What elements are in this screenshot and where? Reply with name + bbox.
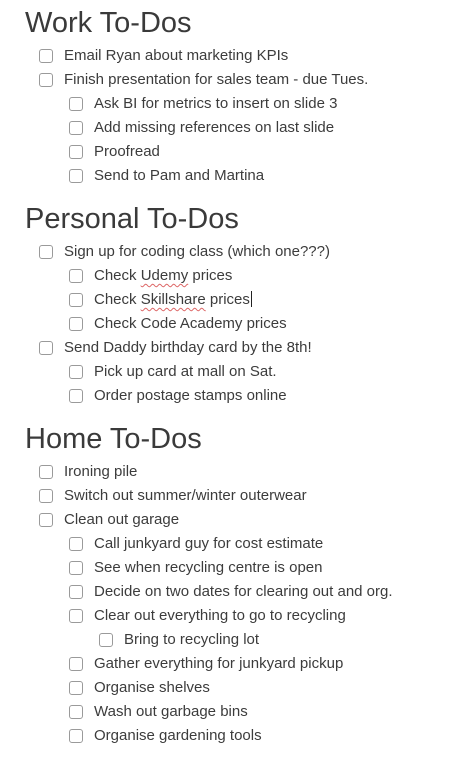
todo-subitem bbox=[69, 652, 343, 676]
todo-label[interactable]: Decide on two dates for clearing out and org. bbox=[94, 583, 393, 600]
spellcheck-flagged-word: Skillshare bbox=[140, 291, 206, 308]
todo-subitem bbox=[69, 580, 393, 604]
todo-label[interactable]: Clean out garage bbox=[64, 511, 180, 528]
todo-label[interactable]: Check Code Academy prices bbox=[94, 315, 287, 332]
todo-label[interactable]: Ironing pile bbox=[64, 463, 138, 480]
checkbox[interactable] bbox=[69, 317, 83, 331]
todo-label[interactable]: Call junkyard guy for cost estimate bbox=[94, 535, 324, 552]
checkbox[interactable] bbox=[69, 169, 83, 183]
todo-subitem bbox=[69, 288, 252, 312]
todo-item bbox=[39, 460, 137, 484]
todo-item bbox=[39, 68, 368, 92]
todo-subitem bbox=[69, 360, 277, 384]
checkbox[interactable] bbox=[69, 365, 83, 379]
todo-label[interactable]: Gather everything for junkyard pickup bbox=[94, 655, 344, 672]
section-heading-work: Work To-Dos bbox=[25, 7, 192, 39]
todo-subitem bbox=[69, 116, 334, 140]
todo-subitem bbox=[69, 92, 337, 116]
todo-subitem bbox=[69, 384, 287, 408]
todo-label[interactable]: Send Daddy birthday card by the 8th! bbox=[64, 339, 312, 356]
checkbox[interactable] bbox=[69, 681, 83, 695]
todo-label[interactable]: Proofread bbox=[94, 143, 160, 160]
todo-item bbox=[39, 484, 307, 508]
todo-label[interactable] bbox=[94, 264, 232, 288]
checkbox[interactable] bbox=[69, 585, 83, 599]
checkbox[interactable] bbox=[69, 145, 83, 159]
checkbox[interactable] bbox=[69, 269, 83, 283]
checkbox[interactable] bbox=[69, 657, 83, 671]
todo-label[interactable]: Email Ryan about marketing KPIs bbox=[64, 47, 289, 64]
todo-label[interactable]: Clear out everything to go to recycling bbox=[94, 607, 346, 624]
section-heading-personal: Personal To-Dos bbox=[25, 203, 239, 235]
checkbox[interactable] bbox=[39, 73, 53, 87]
todo-item bbox=[39, 508, 179, 532]
todo-subitem bbox=[69, 700, 248, 724]
section-heading-home: Home To-Dos bbox=[25, 423, 202, 455]
label-text: Check bbox=[94, 291, 141, 308]
todo-label[interactable]: Sign up for coding class (which one???) bbox=[64, 243, 330, 260]
checkbox[interactable] bbox=[39, 465, 53, 479]
label-text: Check bbox=[94, 267, 141, 284]
todo-subitem bbox=[69, 724, 262, 748]
checkbox[interactable] bbox=[39, 49, 53, 63]
todo-subitem bbox=[69, 264, 232, 288]
checkbox[interactable] bbox=[69, 121, 83, 135]
todo-subitem bbox=[69, 604, 346, 628]
checkbox[interactable] bbox=[69, 705, 83, 719]
todo-label[interactable]: Bring to recycling lot bbox=[124, 631, 260, 648]
spellcheck-flagged-word: Udemy bbox=[140, 267, 189, 284]
text-cursor bbox=[251, 291, 252, 307]
todo-label[interactable]: Add missing references on last slide bbox=[94, 119, 335, 136]
todo-subitem bbox=[69, 164, 264, 188]
todo-label[interactable]: Finish presentation for sales team - due Tues. bbox=[64, 71, 369, 88]
checkbox[interactable] bbox=[69, 609, 83, 623]
checkbox[interactable] bbox=[39, 245, 53, 259]
todo-label[interactable]: Wash out garbage bins bbox=[94, 703, 248, 720]
checkbox[interactable] bbox=[69, 389, 83, 403]
todo-label[interactable]: Pick up card at mall on Sat. bbox=[94, 363, 277, 380]
todo-label[interactable]: Ask BI for metrics to insert on slide 3 bbox=[94, 95, 338, 112]
todo-label[interactable]: Order postage stamps online bbox=[94, 387, 287, 404]
todo-label[interactable]: Send to Pam and Martina bbox=[94, 167, 265, 184]
checkbox[interactable] bbox=[39, 341, 53, 355]
todo-item bbox=[39, 240, 330, 264]
label-text: prices bbox=[205, 291, 250, 308]
todo-label[interactable]: Organise shelves bbox=[94, 679, 210, 696]
checkbox[interactable] bbox=[69, 97, 83, 111]
todo-label[interactable]: See when recycling centre is open bbox=[94, 559, 323, 576]
checkbox[interactable] bbox=[69, 729, 83, 743]
checkbox[interactable] bbox=[39, 489, 53, 503]
todo-subitem bbox=[69, 676, 210, 700]
todo-subitem bbox=[69, 312, 287, 336]
todo-subsubitem bbox=[99, 628, 259, 652]
todo-subitem bbox=[69, 532, 323, 556]
checkbox[interactable] bbox=[69, 561, 83, 575]
todo-item bbox=[39, 336, 312, 360]
todo-subitem bbox=[69, 140, 160, 164]
label-text: prices bbox=[188, 267, 233, 284]
todo-item bbox=[39, 44, 288, 68]
checkbox[interactable] bbox=[69, 537, 83, 551]
checkbox[interactable] bbox=[69, 293, 83, 307]
checkbox[interactable] bbox=[99, 633, 113, 647]
todo-subitem bbox=[69, 556, 322, 580]
todo-label[interactable]: Organise gardening tools bbox=[94, 727, 262, 744]
todo-label[interactable] bbox=[94, 288, 252, 312]
todo-label[interactable]: Switch out summer/winter outerwear bbox=[64, 487, 307, 504]
checkbox[interactable] bbox=[39, 513, 53, 527]
